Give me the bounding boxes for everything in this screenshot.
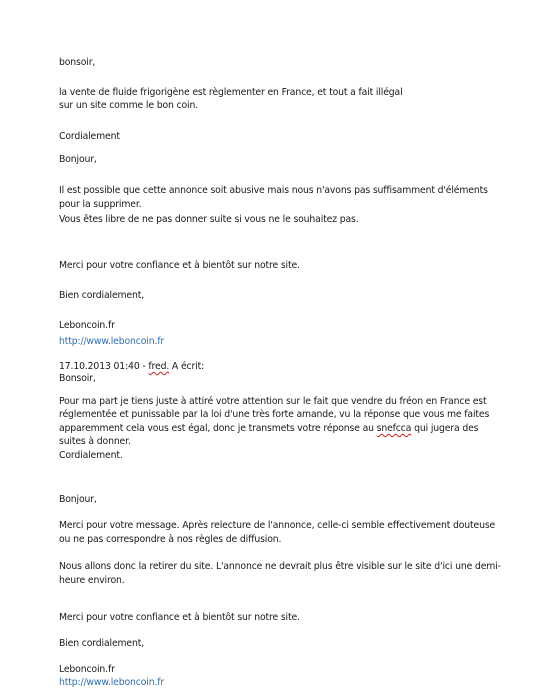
quote-suffix: A écrit: <box>169 361 205 372</box>
message2-body-line4: suites à donner. <box>59 436 131 447</box>
reply2-thanks: Merci pour votre confiance et à bientôt sur notre site. <box>59 612 300 623</box>
message2-closing: Cordialement. <box>59 450 123 461</box>
reply1-sender: Leboncoin.fr <box>59 320 115 331</box>
message1-greeting: bonsoir, <box>59 57 96 68</box>
message2-body-line2: réglementée et punissable par la loi d'une très forte amande, vu la réponse que vous me faites <box>59 409 490 420</box>
message2-body-line3 <box>59 423 478 435</box>
reply1-thanks: Merci pour votre confiance et à bientôt sur notre site. <box>59 260 300 271</box>
message1-closing: Cordialement <box>59 131 120 142</box>
reply2-body-line2: ou ne pas correspondre à nos règles de diffusion. <box>59 534 282 545</box>
message2-body-line3-end: qui jugera des <box>411 423 479 434</box>
quote-header <box>59 361 204 373</box>
reply1-body-line3: Vous êtes libre de ne pas donner suite si vous ne le souhaitez pas. <box>59 214 359 225</box>
quote-date-time: 17.10.2013 01:40 - <box>59 361 149 372</box>
message2-body-line3-start: apparemment cela vous est égal, donc je transmets votre réponse au <box>59 423 377 434</box>
reply2-url-link[interactable]: http://www.leboncoin.fr <box>59 677 165 688</box>
reply1-body-line1: Il est possible que cette annonce soit abusive mais nous n'avons pas suffisamment d'éléments <box>59 185 488 196</box>
reply1-body-line2: pour la supprimer. <box>59 199 142 210</box>
message2-body-line1: Pour ma part je tiens juste à attiré votre attention sur le fait que vendre du fréon en France est <box>59 396 487 407</box>
message2-org-name: snefcca <box>376 423 412 434</box>
reply2-body-line3: Nous allons donc la retirer du site. L'annonce ne devrait plus être visible sur le site d'ici une demi- <box>59 561 501 572</box>
reply2-body-line1: Merci pour votre message. Après relecture de l'annonce, celle-ci semble effectivement douteuse <box>59 520 496 531</box>
reply2-body-line4: heure environ. <box>59 575 125 586</box>
reply2-greeting: Bonjour, <box>59 494 97 505</box>
quote-author: fred. <box>148 361 170 372</box>
reply1-url-link[interactable]: http://www.leboncoin.fr <box>59 336 165 347</box>
reply2-signoff: Bien cordialement, <box>59 638 145 649</box>
message2-greeting: Bonsoir, <box>59 373 96 384</box>
reply2-sender: Leboncoin.fr <box>59 664 115 675</box>
message1-body-line2: sur un site comme le bon coin. <box>59 100 199 111</box>
message1-body-line1: la vente de fluide frigorigène est règlementer en France, et tout a fait illégal <box>59 87 403 98</box>
reply1-greeting: Bonjour, <box>59 154 97 165</box>
reply1-signoff: Bien cordialement, <box>59 290 145 301</box>
